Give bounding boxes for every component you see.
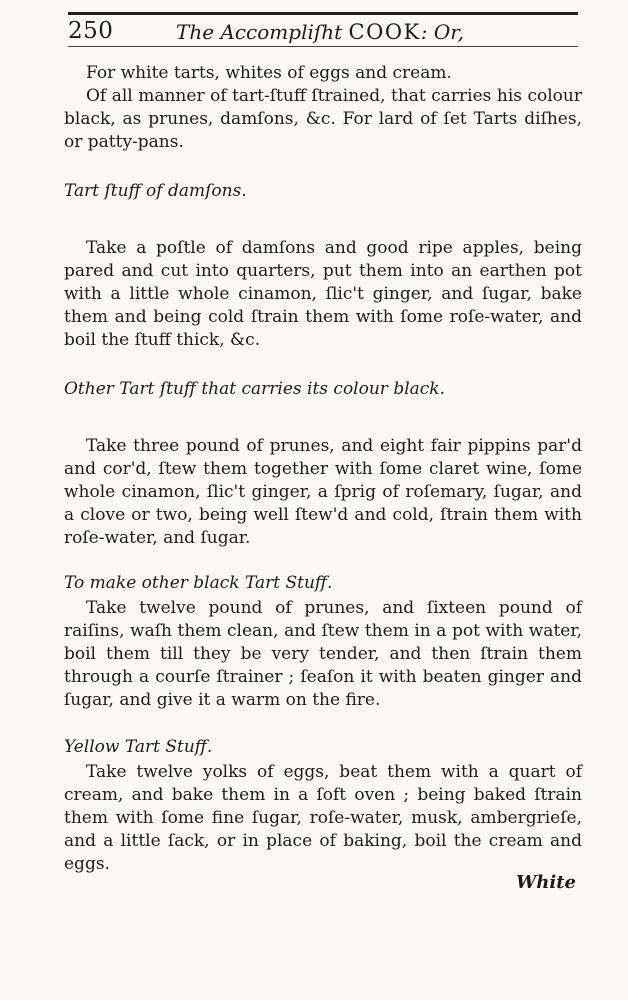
recipe-body: Take three pound of prunes, and eight fair pippins par'd and cor'd, ſtew them together with ſome claret wine, ſome whole cinamon, ſlic't ginger, a ſprig of roſemary, ſugar, and a clove or two, being well ſtew'd and cold, ſtrain them with roſe-water, and ſugar. — [64, 436, 582, 548]
page-number: 250 — [68, 18, 114, 44]
recipe-body: Take twelve pound of prunes, and ſixteen pound of raiſins, waſh them clean, and ſtew them in a pot with water, boil them till they be very tender, and then ſtrain them through a courſe ſtrainer ; ſeaſon it with beaten ginger and ſugar, and give it a warm on the fire. — [64, 598, 582, 710]
recipe-body: Take twelve yolks of eggs, beat them with a quart of cream, and bake them in a ſoft oven ; being baked ſtrain them with ſome fine ſugar, roſe-water, musk, ambergrieſe, and a little ſack, or in place of baking, boil the cream and eggs. — [64, 762, 582, 874]
page-body — [64, 62, 582, 876]
recipe-title: Tart ſtuff of damſons. — [64, 181, 247, 201]
recipe-title: Other Tart ſtuff that carries its colour black. — [64, 379, 446, 399]
running-title-italic: The Accompliſht — [176, 20, 343, 44]
running-title-tail: : Or, — [420, 20, 464, 44]
running-title-caps: COOK — [348, 20, 421, 44]
recipe-body: Take a poſtle of damſons and good ripe apples, being pared and cut into quarters, put them into an earthen pot with a little whole cinamon, ſlic't ginger, and ſugar, bake them and being cold ſtrain them with ſome roſe-water, and boil the ſtuff thick, &c. — [64, 238, 582, 350]
recipe-title: Yellow Tart Stuff. — [64, 737, 213, 757]
running-title — [176, 20, 464, 44]
catchword: White — [516, 872, 576, 893]
recipe-title: To make other black Tart Stuff. — [64, 573, 333, 593]
running-head — [68, 18, 588, 48]
intro-line: For white tarts, whites of eggs and cream. — [86, 63, 452, 83]
intro-paragraph: Of all manner of tart-ſtuff ſtrained, that carries his colour black, as prunes, damſons, &c. For lard of ſet Tarts diſhes, or patty-pans. — [64, 86, 582, 152]
header-rule-bottom — [68, 46, 578, 47]
header-rule-top — [68, 12, 578, 15]
